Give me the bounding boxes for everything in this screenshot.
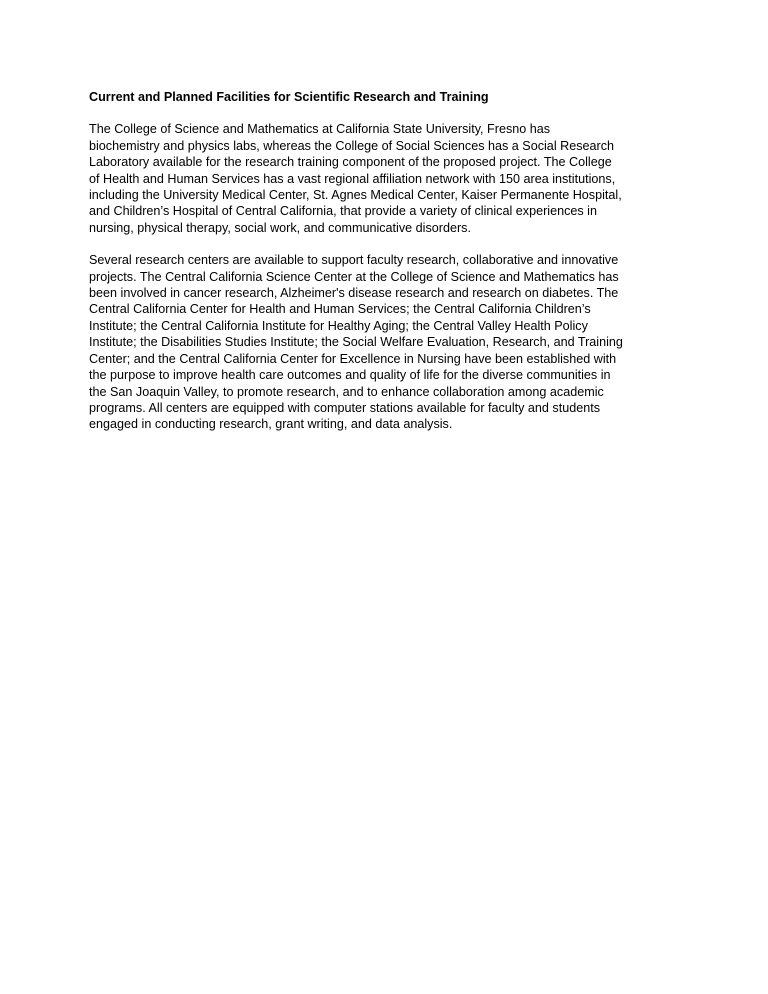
- text-line: Several research centers are available to support faculty research, collaborative and innovative: [89, 253, 619, 268]
- text-line: Laboratory available for the research training component of the proposed project. The College: [89, 155, 612, 170]
- text-line: Center; and the Central California Center for Excellence in Nursing have been established with: [89, 351, 617, 366]
- text-line: of Health and Human Services has a vast regional affiliation network with 150 area institutions,: [89, 171, 616, 186]
- section-heading: Current and Planned Facilities for Scientific Research and Training: [89, 90, 489, 104]
- text-line: Institute; the Disabilities Studies Institute; the Social Welfare Evaluation, Research, and Training: [89, 335, 623, 350]
- text-line: including the University Medical Center, St. Agnes Medical Center, Kaiser Permanente Hospital,: [89, 188, 622, 203]
- paragraph-research-centers: [89, 252, 689, 432]
- text-line: and Children’s Hospital of Central California, that provide a variety of clinical experiences in: [89, 204, 597, 219]
- text-line: projects. The Central California Science Center at the College of Science and Mathematics has: [89, 269, 619, 284]
- text-line: programs. All centers are equipped with computer stations available for faculty and students: [89, 400, 601, 415]
- paragraph-facilities: [89, 121, 689, 236]
- text-line: Central California Center for Health and Human Services; the Central California Children’s: [89, 302, 591, 317]
- text-line: the purpose to improve health care outcomes and quality of life for the diverse communities in: [89, 368, 611, 383]
- text-line: biochemistry and physics labs, whereas the College of Social Sciences has a Social Research: [89, 138, 615, 153]
- document-body: [89, 89, 689, 449]
- text-line: engaged in conducting research, grant writing, and data analysis.: [89, 417, 453, 432]
- text-line: The College of Science and Mathematics at California State University, Fresno has: [89, 122, 551, 137]
- text-line: been involved in cancer research, Alzheimer's disease research and research on diabetes. The: [89, 286, 619, 301]
- text-line: Institute; the Central California Institute for Healthy Aging; the Central Valley Health Policy: [89, 318, 588, 333]
- text-line: the San Joaquin Valley, to promote research, and to enhance collaboration among academic: [89, 384, 604, 399]
- text-line: nursing, physical therapy, social work, and communicative disorders.: [89, 220, 471, 235]
